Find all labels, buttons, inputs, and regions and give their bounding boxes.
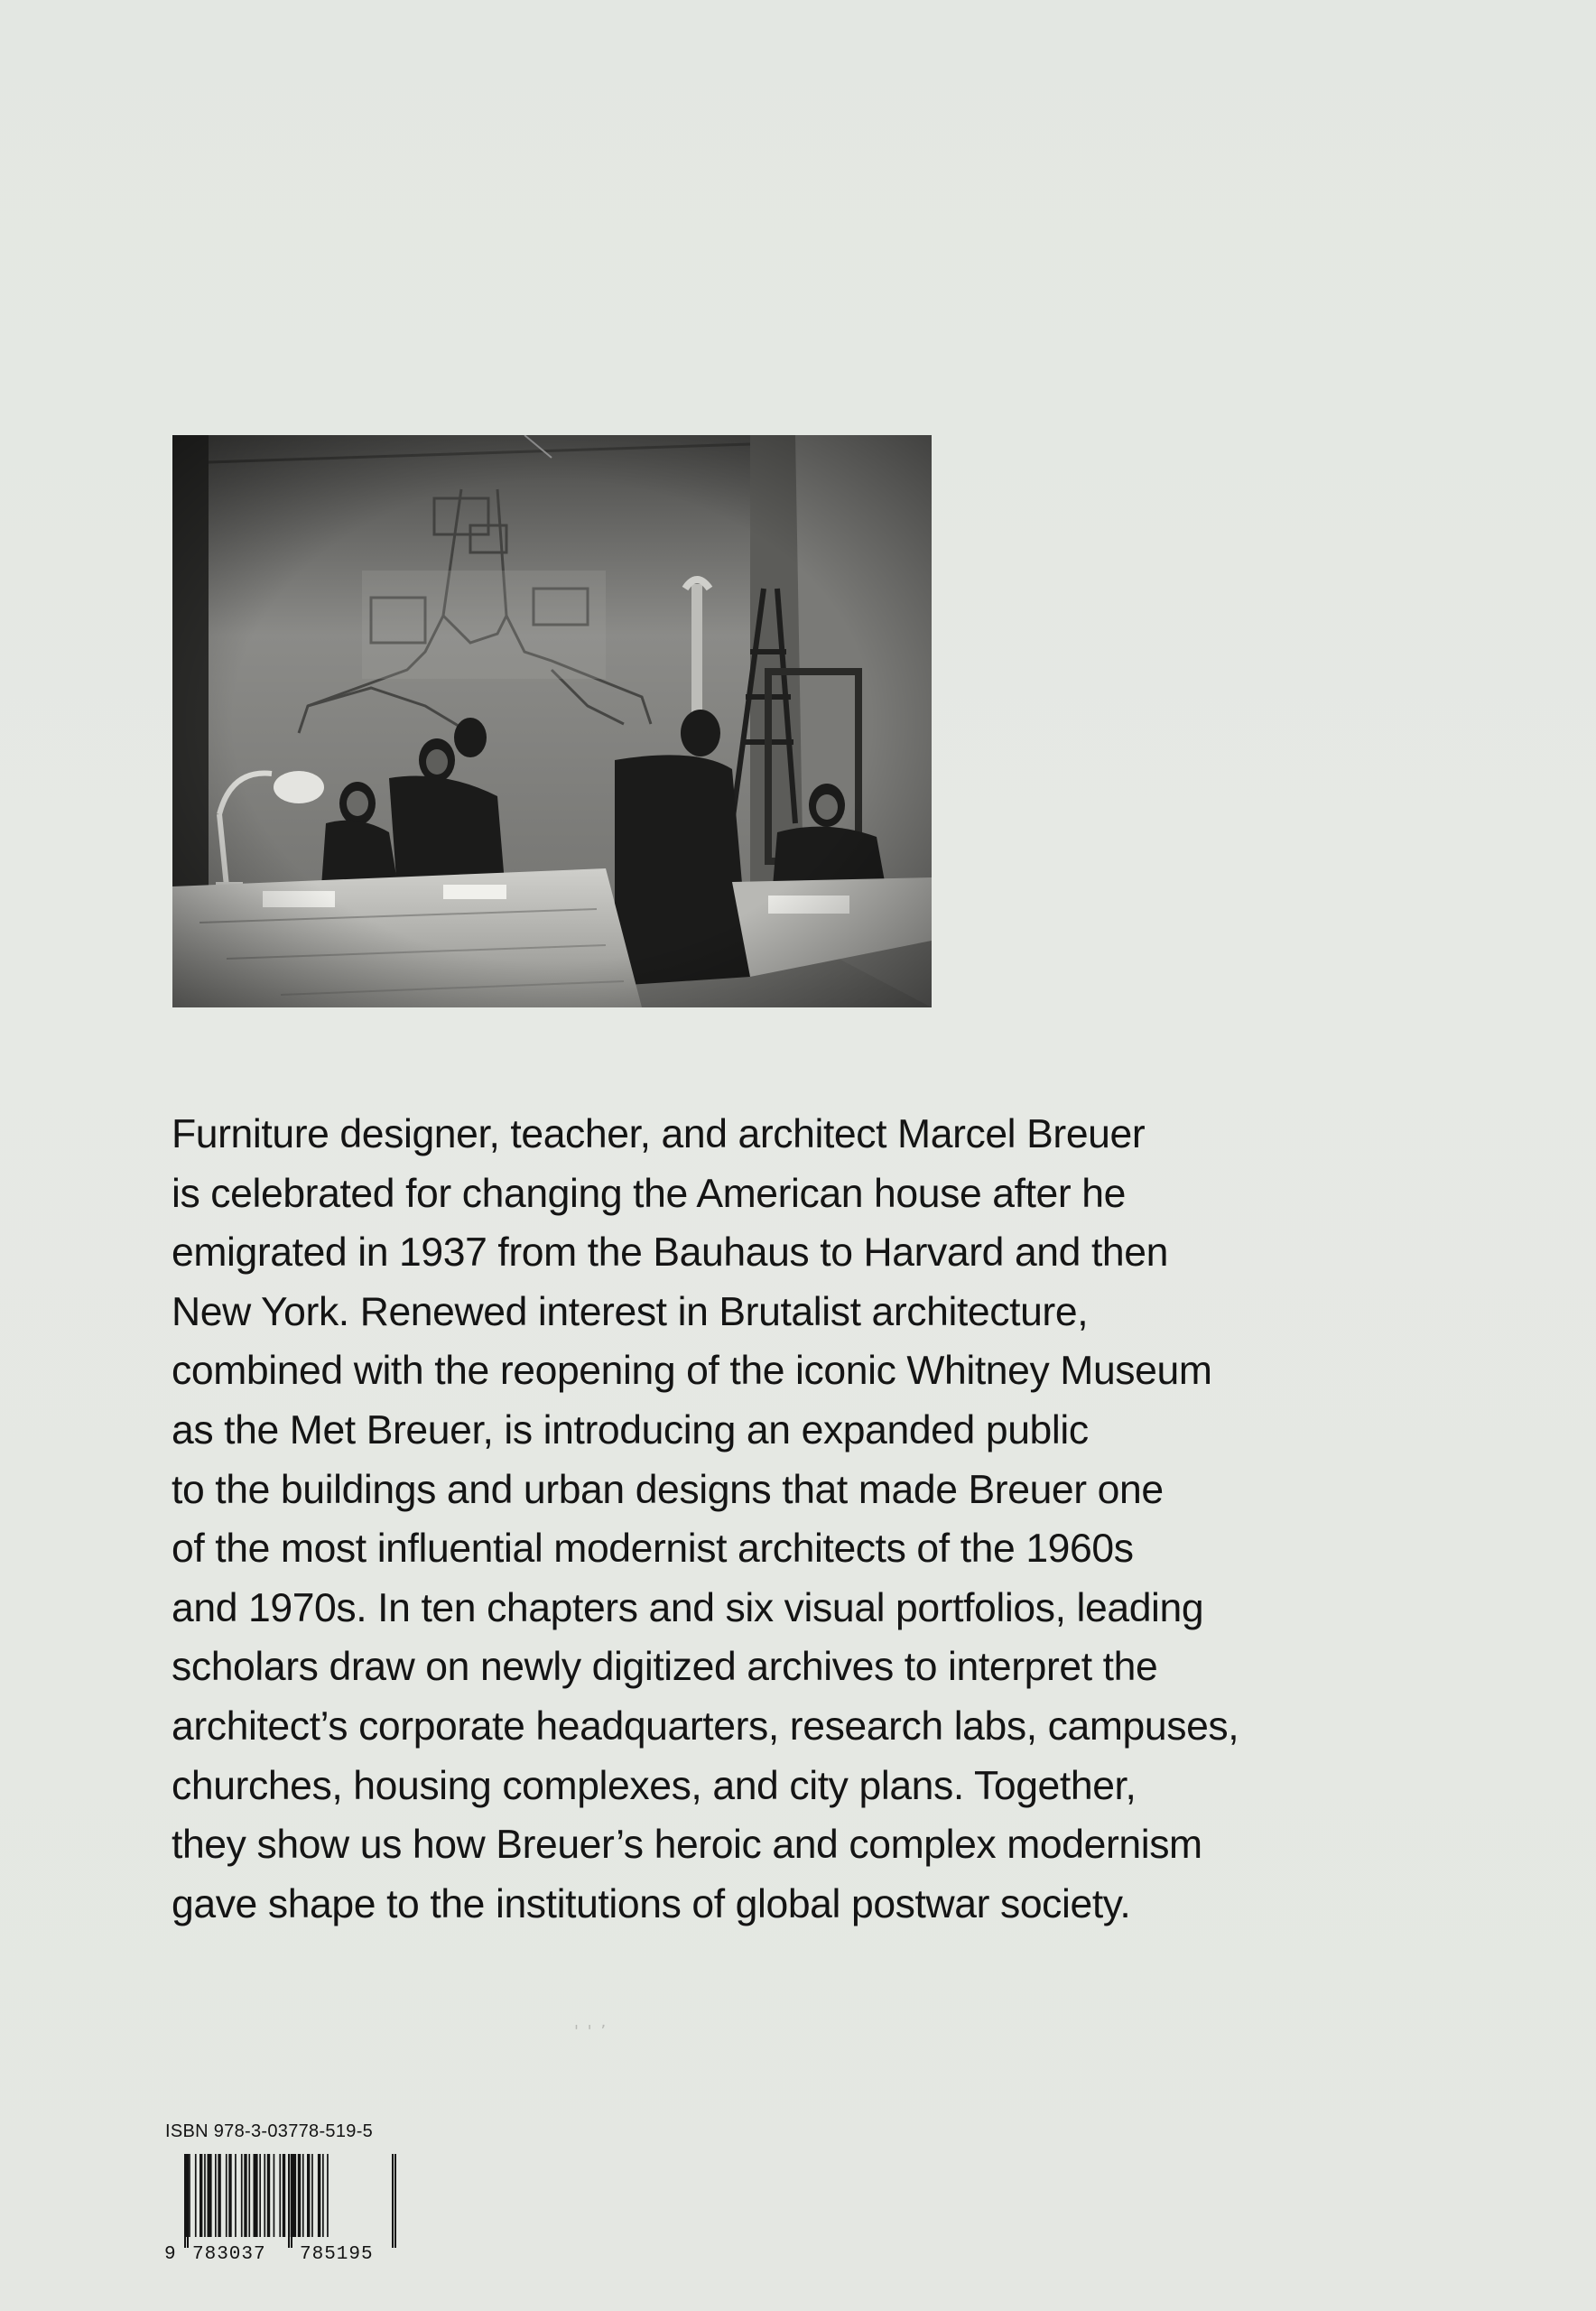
barcode-bar xyxy=(274,2154,275,2237)
blurb-line: scholars draw on newly digitized archives to interpret the xyxy=(172,1645,1158,1690)
blurb-line: emigrated in 1937 from the Bauhaus to Harvard and then xyxy=(172,1230,1168,1276)
blurb-line: they show us how Breuer’s heroic and complex modernism xyxy=(172,1823,1202,1868)
barcode-bar xyxy=(302,2154,304,2237)
blurb-line: gave shape to the institutions of global postwar society. xyxy=(172,1881,1131,1926)
book-description xyxy=(172,1105,1435,1934)
barcode-guard-bar xyxy=(288,2154,290,2248)
barcode-bar xyxy=(218,2154,220,2237)
blurb-line: combined with the reopening of the iconic Whitney Museum xyxy=(172,1349,1212,1394)
barcode-bar xyxy=(244,2154,246,2237)
barcode-bar xyxy=(307,2154,310,2237)
barcode-bar xyxy=(200,2154,202,2237)
blurb-line: as the Met Breuer, is introducing an expanded public xyxy=(172,1407,1089,1452)
barcode xyxy=(162,2154,415,2262)
barcode-bar xyxy=(204,2154,206,2237)
barcode-bar xyxy=(311,2154,313,2237)
barcode-guard-bar xyxy=(394,2154,396,2248)
blurb-line: of the most influential modernist architects of the 1960s xyxy=(172,1527,1134,1572)
blurb-line: churches, housing complexes, and city plans. Together, xyxy=(172,1763,1137,1808)
barcode-bar xyxy=(189,2154,190,2237)
barcode-digits-right: 785195 xyxy=(300,2244,374,2262)
barcode-bar xyxy=(195,2154,197,2237)
barcode-guard-bar xyxy=(187,2154,189,2248)
barcode-bar xyxy=(267,2154,270,2237)
pencil-mark: ' ' ʼ xyxy=(574,2022,608,2041)
barcode-bar xyxy=(322,2154,324,2237)
barcode-bar xyxy=(279,2154,281,2237)
barcode-bar xyxy=(228,2154,231,2237)
barcode-bar xyxy=(327,2154,329,2237)
barcode-icon xyxy=(162,2154,415,2262)
barcode-bar xyxy=(215,2154,217,2237)
barcode-guard-bar xyxy=(184,2154,186,2248)
barcode-bar xyxy=(235,2154,237,2237)
barcode-bar xyxy=(298,2154,301,2237)
blurb-line: is celebrated for changing the American house after he xyxy=(172,1171,1126,1216)
blurb-line: New York. Renewed interest in Brutalist architecture, xyxy=(172,1289,1089,1334)
drafting-room-photo xyxy=(172,435,932,1007)
archival-photograph xyxy=(172,435,932,1007)
blurb-line: Furniture designer, teacher, and architect Marcel Breuer xyxy=(172,1112,1146,1156)
barcode-digits-left: 783037 xyxy=(192,2244,266,2262)
barcode-bar xyxy=(259,2154,261,2237)
barcode-bar xyxy=(318,2154,320,2237)
isbn-label: ISBN 978-3-03778-519-5 xyxy=(165,2121,374,2141)
barcode-bar xyxy=(283,2154,285,2237)
blurb-line: to the buildings and urban designs that made Breuer one xyxy=(172,1467,1164,1512)
barcode-bar xyxy=(264,2154,265,2237)
blurb-line: architect’s corporate headquarters, research labs, campuses, xyxy=(172,1703,1239,1749)
barcode-bar xyxy=(241,2154,243,2237)
barcode-bar xyxy=(254,2154,258,2237)
barcode-guard-bar xyxy=(291,2154,292,2248)
barcode-bar xyxy=(226,2154,227,2237)
barcode-bar xyxy=(208,2154,212,2237)
barcode-guard-bar xyxy=(392,2154,394,2248)
barcode-bar xyxy=(248,2154,250,2237)
blurb-line: and 1970s. In ten chapters and six visual portfolios, leading xyxy=(172,1585,1204,1630)
barcode-digit-first: 9 xyxy=(164,2244,176,2262)
